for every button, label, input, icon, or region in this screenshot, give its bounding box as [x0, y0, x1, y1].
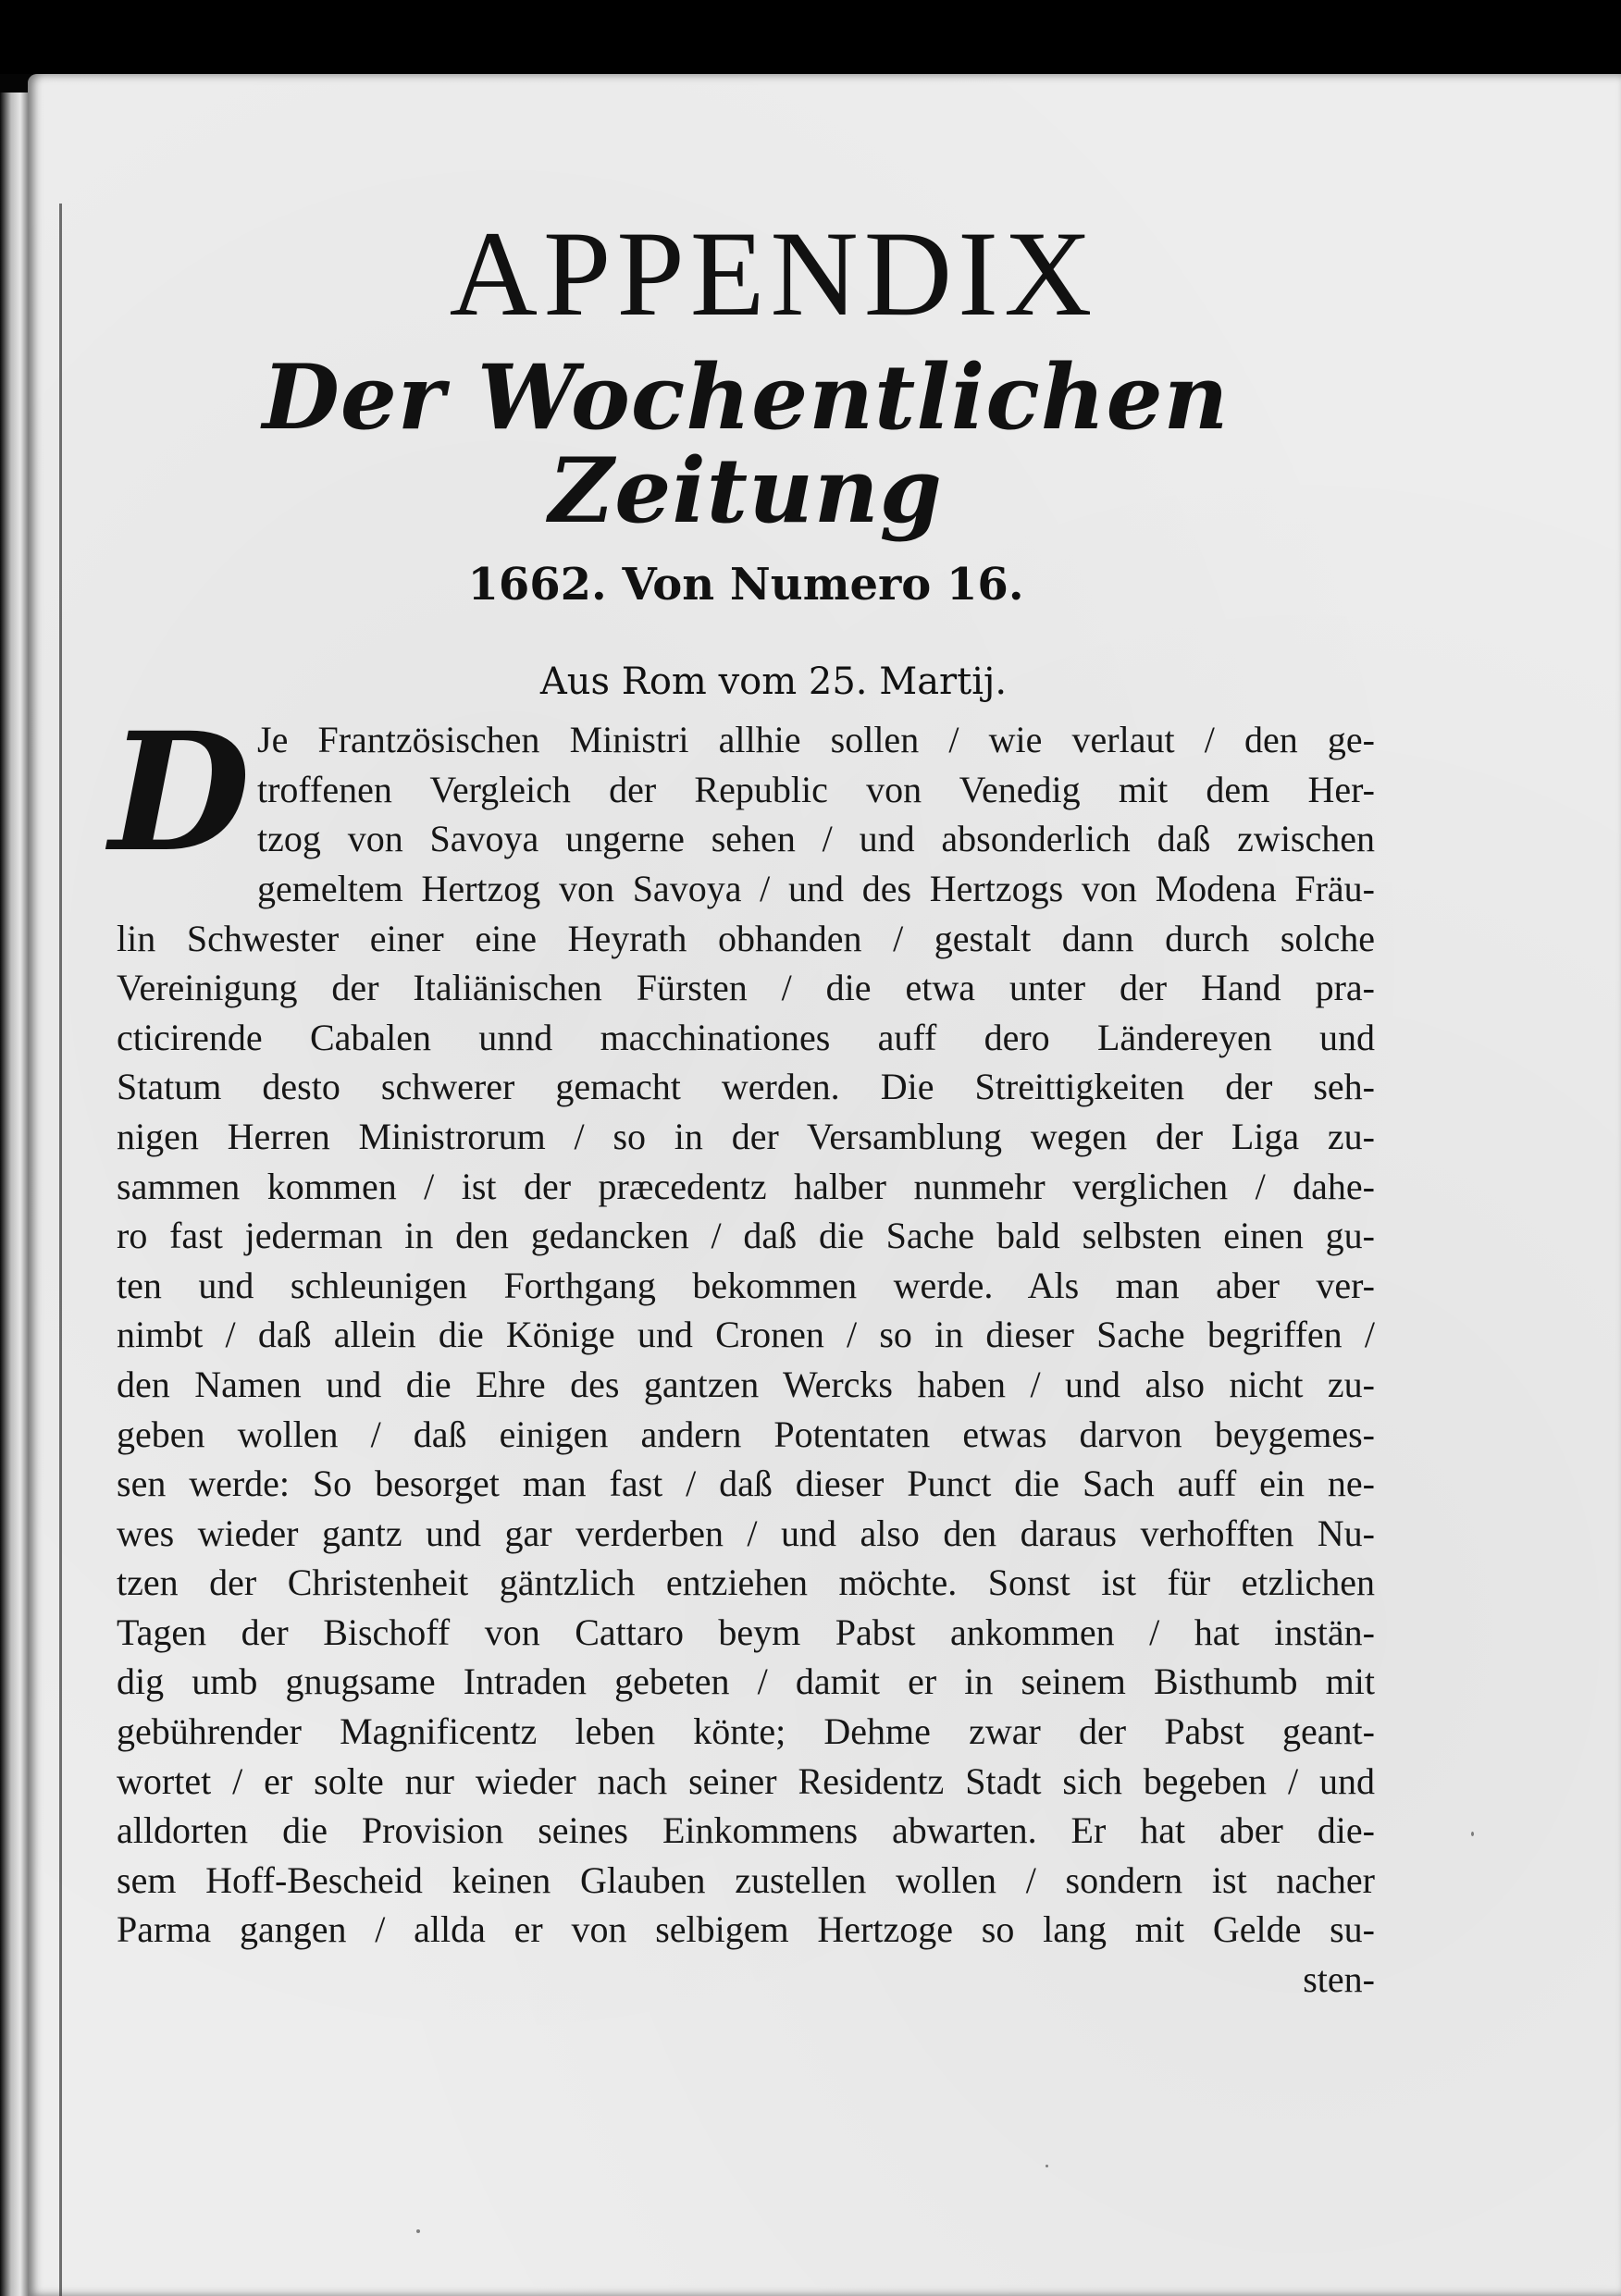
page-title: APPENDIX — [449, 205, 1098, 341]
article-lines — [117, 715, 1375, 2004]
page-content — [109, 205, 1375, 2005]
newspaper-page — [28, 74, 1621, 2296]
text-line: Tagen der Bischoff von Cattaro beym Pabst ankommen / hat instän- — [117, 1611, 1375, 1653]
text-line: Parma gangen / allda er von selbigem Hertzoge so lang mit Gelde su- — [117, 1908, 1375, 1951]
text-line: tzog von Savoya ungerne sehen / und absonderlich daß zwischen — [257, 818, 1375, 860]
text-line: wes wieder gantz und gar verderben / und also den daraus verhofften Nu- — [117, 1512, 1375, 1554]
issue-line: 1662. Von Numero 16. — [467, 558, 1024, 611]
text-line: geben wollen / daß einigen andern Potentaten etwas darvon beygemes- — [117, 1413, 1375, 1455]
text-line: sen werde: So besorget man fast / daß dieser Punct die Sach auff ein ne- — [117, 1463, 1375, 1505]
text-line: Statum desto schwerer gemacht werden. Die Streittigkeiten der seh- — [117, 1066, 1375, 1108]
text-line: sten- — [1303, 1958, 1375, 2001]
text-line: gemeltem Hertzog von Savoya / und des Hertzogs von Modena Fräu- — [257, 867, 1375, 909]
dateline: Aus Rom vom 25. Martij. — [539, 660, 1008, 704]
top-shadow — [0, 0, 1621, 74]
paper-speck — [1046, 2165, 1048, 2167]
paper-speck — [1471, 1832, 1474, 1836]
text-line: dig umb gnugsame Intraden gebeten / damit er in seinem Bisthumb mit — [117, 1660, 1375, 1703]
text-line: gebührender Magnificentz leben könte; Dehme zwar der Pabst geant- — [117, 1710, 1375, 1753]
text-line: cticirende Cabalen unnd macchinationes auff dero Ländereyen und — [117, 1016, 1375, 1058]
article-body — [109, 697, 1375, 2004]
drop-cap: D — [109, 697, 251, 889]
gutter-line — [59, 204, 62, 2296]
text-line: ten und schleunigen Forthgang bekommen werde. Als man aber ver- — [117, 1264, 1375, 1306]
text-line: lin Schwester einer eine Heyrath obhanden / gestalt dann durch solche — [117, 917, 1375, 959]
text-line: Je Frantzösischen Ministri allhie sollen / wie verlaut / den ge- — [257, 719, 1375, 761]
text-line: troffenen Vergleich der Republic von Venedig mit dem Her- — [257, 768, 1375, 810]
text-line: nimbt / daß allein die Könige und Cronen / so in dieser Sache begriffen / — [117, 1314, 1375, 1356]
text-line: den Namen und die Ehre des gantzen Wercks haben / und also nicht zu- — [117, 1363, 1375, 1405]
newspaper-name: Der Wochentlichen Zeitung — [262, 345, 1230, 543]
text-line: tzen der Christenheit gäntzlich entziehen möchte. Sonst ist für etzlichen — [117, 1562, 1375, 1604]
text-line: sammen kommen / ist der præcedentz halber nunmehr verglichen / dahe- — [117, 1165, 1375, 1207]
text-line: sem Hoff-Bescheid keinen Glauben zustellen wollen / sondern ist nacher — [117, 1858, 1375, 1901]
text-line: Vereinigung der Italiänischen Fürsten / die etwa unter der Hand pra- — [117, 967, 1375, 1009]
text-line: nigen Herren Ministrorum / so in der Versamblung wegen der Liga zu- — [117, 1115, 1375, 1157]
text-line: wortet / er solte nur wieder nach seiner Residentz Stadt sich begeben / und — [117, 1759, 1375, 1802]
paper-speck — [416, 2229, 420, 2233]
text-line: alldorten die Provision seines Einkommens abwarten. Er hat aber die- — [117, 1809, 1375, 1852]
text-line: ro fast jederman in den gedancken / daß die Sache bald selbsten einen gu- — [117, 1215, 1375, 1257]
